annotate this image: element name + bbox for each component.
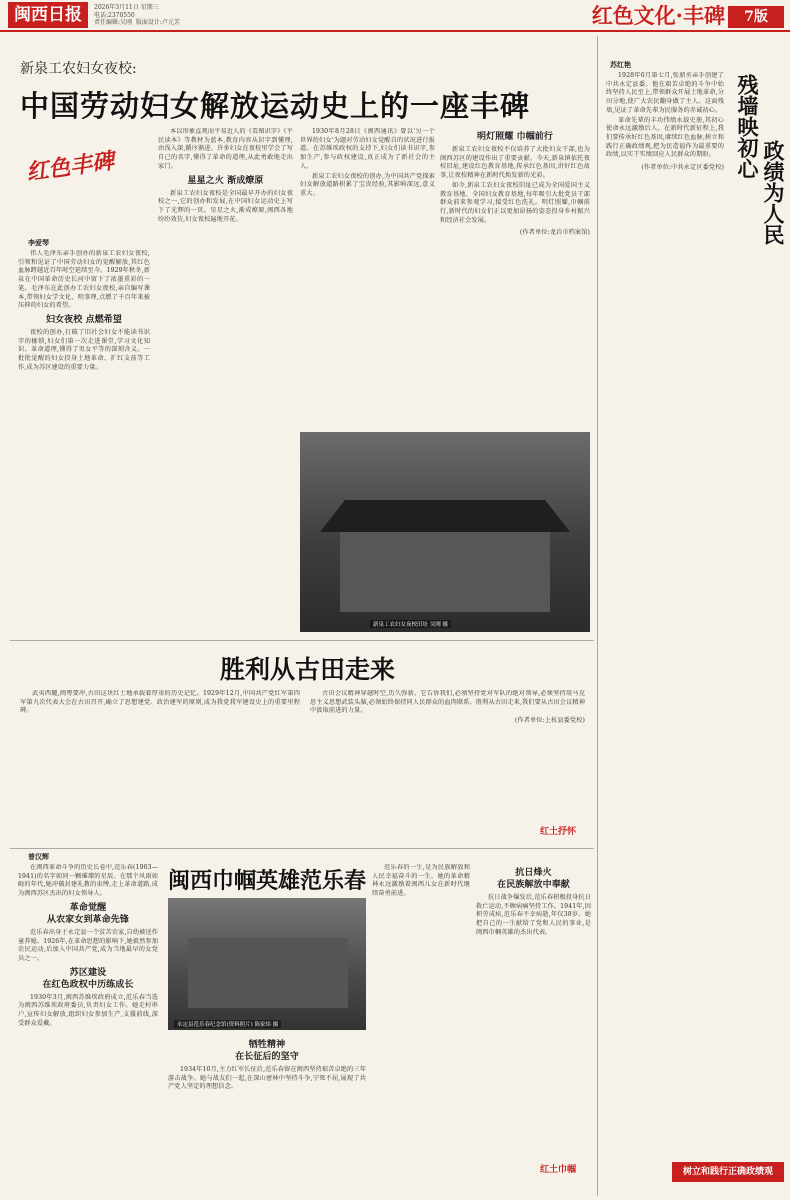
bottom-col-1: 在闽西革命斗争的历史长卷中,范乐春(1903—1941)的名字如同一颗璀璨的星辰。在那个风雨如晦的年代,她冲破封建礼教的束缚,走上革命道路,成为闽西苏区杰出的妇女领导人。 革命觉醒 从农家女到革命先锋 范乐春出身于永定县一个贫苦农家,自幼被送作童养媳。1926年,在革命思想的影响下,她毅然参加农民运动,后加入中国共产党,成为当地最早的女党员之一。 苏区建设 在红色政权中历练成长 1930年3月,闽西苏维埃政府成立,范乐春当选为闽西苏维埃政府委员,负责妇女工作。她走村串户,宣传妇女解放,组织妇女参加生产,支援前线,深受群众爱戴。 (18, 864, 158, 1027)
middle-headline: 胜利从古田走来 (220, 655, 396, 684)
middle-text-1: 武夷西麓,闽粤要冲,古田这块红土地承载着厚重的历史记忆。1929年12月,中国共产党红军第四军第九次代表大会在古田召开,确立了思想建党、政治建军的原则,成为我党我军建设史上的重要里程碑。 (20, 690, 300, 715)
header-divider (0, 30, 790, 32)
right-credit: (作者单位:中共永定区委党校) (641, 164, 724, 172)
section-title: 红色文化·丰碑 (591, 3, 725, 28)
bottom-col-4: 抗日烽火 在民族解放中奉献 抗日战争爆发后,范乐春积极投身抗日救亡运动,不顾病痛坚持工作。1941年,因积劳成疾,范乐春不幸病逝,年仅38岁。她把自己的一生献给了党和人民的事业,是闽西巾帼英雄的杰出代表。 (476, 868, 591, 936)
main-kicker: 新泉工农妇女夜校: (20, 61, 137, 77)
main-col-4: 明灯照耀 巾帼前行 新泉工农妇女夜校不仅培养了大批妇女干部,也为闽西苏区的建设作出了重要贡献。今天,新泉镇依托夜校旧址,建设红色教育基地,传承红色基因,讲好红色故事,让夜校精神在新时代焕发新的光彩。 如今,新泉工农妇女夜校旧址已成为全国爱国主义教育基地、全国妇女教育基地,每年吸引大批党员干部群众前来参观学习,接受红色洗礼。明灯照耀,巾帼前行,新时代的妇女们正以更加昂扬的姿态投身乡村振兴和经济社会发展。 (作者单位:龙岩市档案馆) (440, 132, 590, 237)
middle-top-divider (10, 640, 594, 641)
main-photo-caption: 新泉工农妇女夜校旧址 吴刚 摄 (370, 620, 451, 628)
middle-text-2: 古田会议精神穿越时空,历久弥新。它告诉我们,必须坚持党对军队的绝对领导,必须坚持用马克思主义思想武装头脑,必须始终保持同人民群众的血肉联系。胜利从古田走来,我们要从古田会议精神中汲取前进的力量。 (作者单位:上杭县委党校) (310, 690, 585, 725)
main-col-1: 伟人毛泽东亲手创办的新泉工农妇女夜校,引领和见证了中国劳动妇女的觉醒解放,其红色血脉跨越近百年时空延续至今。1929年秋冬,新泉在中国革命历史长河中留下了浓墨重彩的一笔。毛泽东在此创办工农妇女夜校,亲自编写课本,带领妇女学文化、明事理,点燃了千百年来被压抑的妇女的希望。 妇女夜校 点燃希望 夜校的创办,打破了旧社会妇女不能读书识字的枷锁,妇女们第一次走进课堂,学习文化知识、革命道理,懂得了男女平等的深刻含义。一批批觉醒的妇女投身土地革命、扩红支前等工作,成为苏区建设的重要力量。 (18, 250, 150, 371)
bottom-sub-4: 抗日烽火 在民族解放中奉献 (497, 868, 570, 890)
issue-designer: 版面设计:卢元芳 (135, 19, 180, 26)
issue-phone: 电话:2370550 (94, 11, 135, 19)
page-number: 7版 (728, 6, 784, 28)
bottom-top-divider (10, 848, 594, 849)
issue-editor: 责任编辑:吴刚 (94, 19, 133, 26)
bottom-col-2: 牺牲精神 在长征后的坚守 1934年10月,主力红军长征后,范乐春留在闽西坚持艰苦卓绝的三年游击战争。她与战友们一起,在深山密林中坚持斗争,宁死不屈,展现了共产党人坚定的理想信念。 (168, 1040, 366, 1091)
masthead: 闽西日报 (8, 2, 88, 28)
main-col-2: 本以形象直观而平易近人的《看图识字》《平民读本》等教材为蓝本,教育内容从识字到懂理,由浅入深,循序渐进。许多妇女在夜校里学会了写自己的名字,懂得了革命的道理,从此勇敢地走出家门。 星星之火 渐成燎原 新泉工农妇女夜校是全国最早开办的妇女夜校之一,它的创办和发展,在中国妇女运动史上写下了光辉的一页。星星之火,渐成燎原,闽西各地纷纷效仿,妇女夜校遍地开花。 (158, 128, 293, 223)
right-footer-tag: 树立和践行正确政绩观 (672, 1162, 784, 1182)
red-monument-logo: 红色丰碑 (24, 147, 116, 186)
main-headline: 中国劳动妇女解放运动史上的一座丰碑 (20, 89, 531, 123)
main-photo-wall (340, 532, 550, 612)
bottom-col-3: 范乐春的一生,是为民族解放和人民幸福奋斗的一生。她的革命精神永远激励着闽西儿女在新时代继续奋勇前进。 (372, 864, 470, 898)
bottom-sub-2: 苏区建设 在红色政权中历练成长 (42, 967, 134, 990)
main-photo (300, 432, 590, 632)
right-title-2: 政绩为人民 (761, 140, 786, 245)
main-credit: (作者单位:龙岩市档案馆) (519, 229, 590, 237)
bottom-photo-caption: 永定县范乐春纪念馆(资料照片) 陈家炜 摄 (174, 1020, 281, 1028)
main-author: 李爱琴 (28, 238, 49, 247)
bottom-photo-building (188, 938, 348, 1008)
main-col-3: 1930年8月28日《闽西通讯》曾以'另一个世界的妇女'为题对劳动妇女觉醒自的状况进行报道。在苏维埃政权的支持下,妇女们读书识字,参加生产,参与政权建设,真正成为了新社会的主人。 新泉工农妇女夜校的创办,为中国共产党探索妇女解放道路积累了宝贵经验,其影响深远,意义重大。 (300, 128, 435, 197)
issue-date: 2026年3月11日 星期三 (94, 4, 159, 11)
bottom-author: 曾汉辉 (28, 852, 49, 861)
middle-credit: (作者单位:上杭县委党校) (514, 717, 585, 725)
right-title-1: 残墙映初心 (735, 74, 760, 179)
issue-info (94, 4, 294, 27)
main-photo-roof (320, 492, 570, 532)
bottom-sub-3: 牺牲精神 在长征后的坚守 (235, 1040, 299, 1062)
bottom-sub-1: 革命觉醒 从农家女到革命先锋 (47, 902, 129, 925)
right-text: 1928年6月第七月,张鼎丞亲手创建了中共永定县委。他在艰苦卓绝的斗争中始终坚持人民至上,带领群众开展土地革命,分田分地,使广大农民翻身做了主人。这面残墙,见证了革命先辈为民服务的赤诚初心。 革命先辈的丰功伟绩永载史册,其初心使命永远激励后人。在新时代新征程上,我们要传承好红色基因,赓续红色血脉,树立和践行正确政绩观,把为民造福作为最重要的政绩,以实干实绩回应人民群众的期盼。 (作者单位:中共永定区委党校) (606, 72, 724, 172)
main-sub-2: 星星之火 渐成燎原 (187, 175, 264, 186)
bottom-photo (168, 898, 366, 1030)
right-author: 苏红艳 (610, 60, 631, 69)
bottom-headline: 闽西巾帼英雄范乐春 (168, 868, 367, 894)
main-sub-3: 明灯照耀 巾帼前行 (476, 132, 554, 142)
middle-tag: 红土抒怀 (540, 827, 577, 837)
right-divider (597, 36, 598, 1196)
main-sub-1: 妇女夜校 点燃希望 (45, 314, 123, 325)
bottom-tag: 红土巾帼 (540, 1165, 577, 1175)
